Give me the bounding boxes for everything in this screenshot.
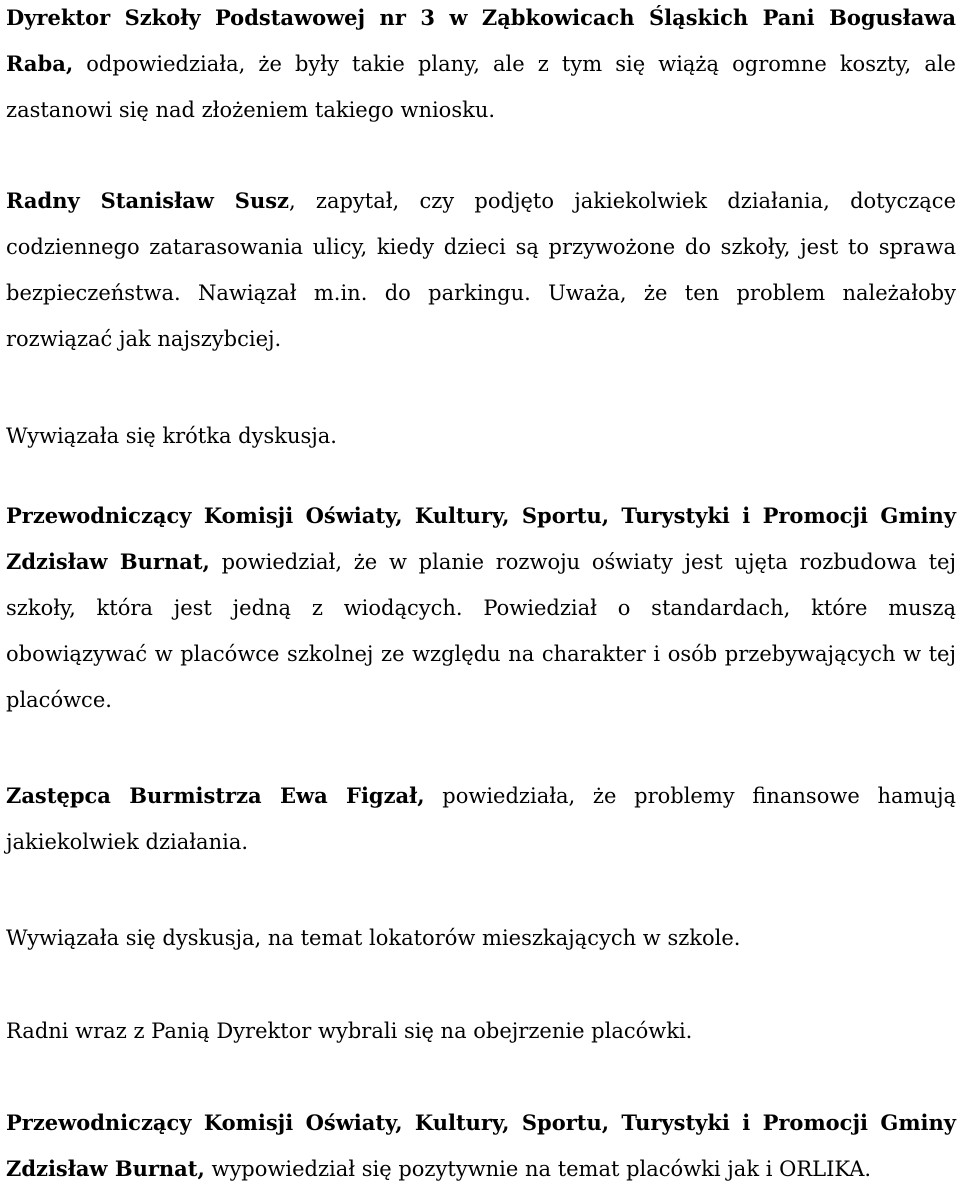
paragraph-przewodniczacy-burnat-1	[6, 493, 956, 723]
speaker-name: Przewodniczący Komisji Oświaty, Kultury, Sportu, Turystyki i Promocji Gminy Zdzisław Burnat,	[6, 503, 956, 574]
speaker-name: Dyrektor Szkoły Podstawowej nr 3 w Ząbkowicach Śląskich Pani Bogusława Raba,	[6, 5, 956, 76]
speaker-name: Zastępca Burmistrza Ewa Figzał,	[6, 783, 425, 808]
paragraph-dyskusja-lokatorzy	[6, 915, 956, 961]
paragraph-text: powiedziała, że problemy finansowe hamują jakiekolwiek działania.	[6, 784, 956, 854]
speaker-name: Radny Stanisław Susz	[6, 188, 289, 213]
paragraph-text: Radni wraz z Panią Dyrektor wybrali się na obejrzenie placówki.	[6, 1019, 693, 1043]
speaker-name: Przewodniczący Komisji Oświaty, Kultury, Sportu, Turystyki i Promocji Gminy Zdzisław Burnat,	[6, 1110, 956, 1181]
paragraph-text: Wywiązała się dyskusja, na temat lokatorów mieszkających w szkole.	[6, 926, 741, 950]
paragraph-krotka-dyskusja	[6, 413, 956, 459]
paragraph-text: wypowiedział się pozytywnie na temat placówki jak i ORLIKA.	[204, 1157, 872, 1181]
paragraph-radny-susz	[6, 178, 956, 362]
paragraph-dyrektor-raba	[6, 0, 956, 133]
paragraph-obejrzenie-placowki	[6, 1008, 956, 1054]
paragraph-text: powiedział, że w planie rozwoju oświaty jest ujęta rozbudowa tej szkoły, która jest jedną z wiodących. Powiedział o standardach, które muszą obowiązywać w placówce szkolnej ze względu na charakter i osób przebywających w tej placówce.	[6, 550, 956, 712]
paragraph-text: Wywiązała się krótka dyskusja.	[6, 424, 337, 448]
paragraph-text: , zapytał, czy podjęto jakiekolwiek działania, dotyczące codziennego zatarasowania ulicy, kiedy dzieci są przywożone do szkoły, jest to sprawa bezpieczeństwa. Nawiązał m.in. do parkingu. Uważa, że ten problem należałoby rozwiązać jak najszybciej.	[6, 189, 956, 351]
paragraph-przewodniczacy-burnat-2	[6, 1100, 956, 1192]
paragraph-text: odpowiedziała, że były takie plany, ale z tym się wiążą ogromne koszty, ale zastanowi się nad złożeniem takiego wniosku.	[6, 52, 956, 122]
paragraph-zastepca-figzal	[6, 773, 956, 865]
